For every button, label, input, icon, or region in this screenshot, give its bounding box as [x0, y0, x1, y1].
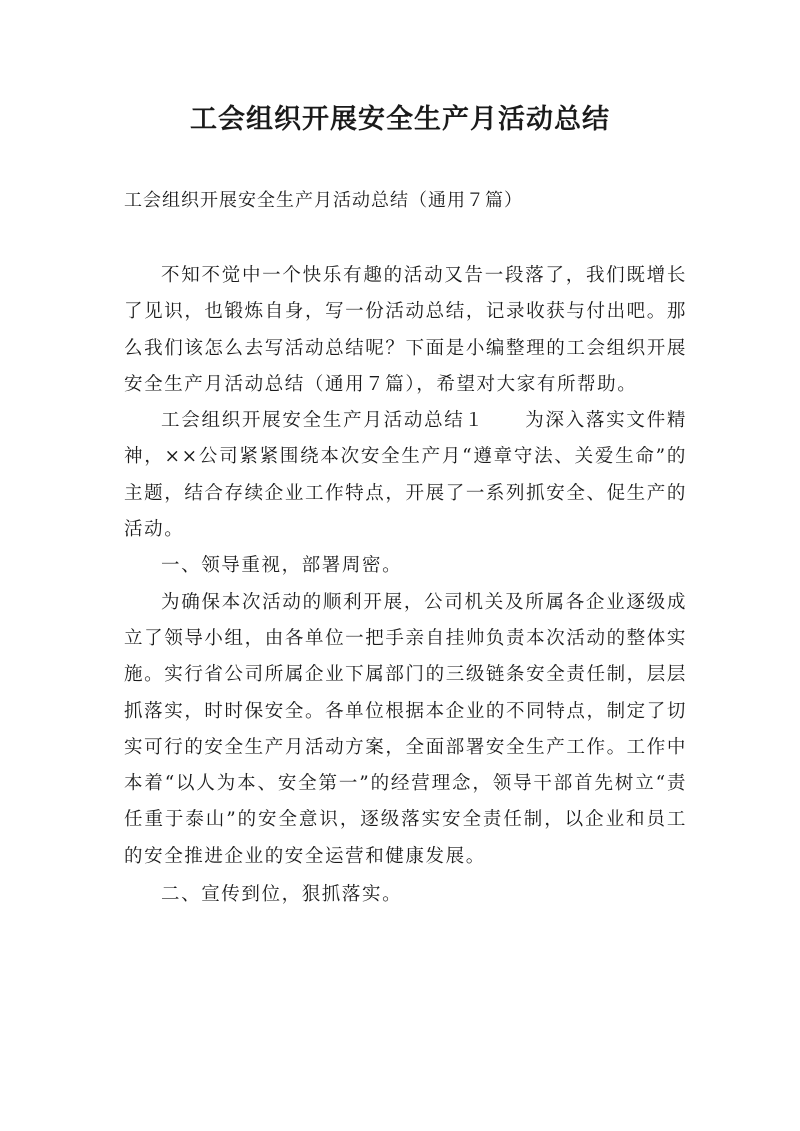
section-1-paragraph: 为确保本次活动的顺利开展，公司机关及所属各企业逐级成立了领导小组，由各单位一把手亲自挂帅负责本次活动的整体实施。实行省公司所属企业下属部门的三级链条安全责任制，层层抓落实，时时保安全。各单位根据本企业的不同特点，制定了切实可行的安全生产月活动方案，全面部署安全生产工作。工作中本着“以人为本、安全第一”的经营理念，领导干部首先树立“责任重于泰山”的安全意识，逐级落实安全责任制，以企业和员工的安全推进企业的安全运营和健康发展。	[124, 591, 687, 867]
document-body	[124, 258, 687, 913]
document-subtitle: 工会组织开展安全生产月活动总结（通用７篇）	[124, 190, 523, 211]
section-heading-1: 一、领导重视，部署周密。	[161, 555, 403, 577]
summary-1-paragraph: 工会组织开展安全生产月活动总结１ 为深入落实文件精神，××公司紧紧围绕本次安全生产月“遵章守法、关爱生命”的主题，结合存续企业工作特点，开展了一系列抓安全、促生产的活动。	[124, 410, 687, 541]
document-title: 工会组织开展安全生产月活动总结	[190, 104, 610, 135]
intro-paragraph: 不知不觉中一个快乐有趣的活动又告一段落了，我们既增长了见识，也锻炼自身，写一份活动总结，记录收获与付出吧。那么我们该怎么去写活动总结呢？下面是小编整理的工会组织开展安全生产月活动总结（通用７篇），希望对大家有所帮助。	[124, 265, 687, 395]
section-heading-2: 二、宣传到位，狠抓落实。	[161, 884, 403, 906]
